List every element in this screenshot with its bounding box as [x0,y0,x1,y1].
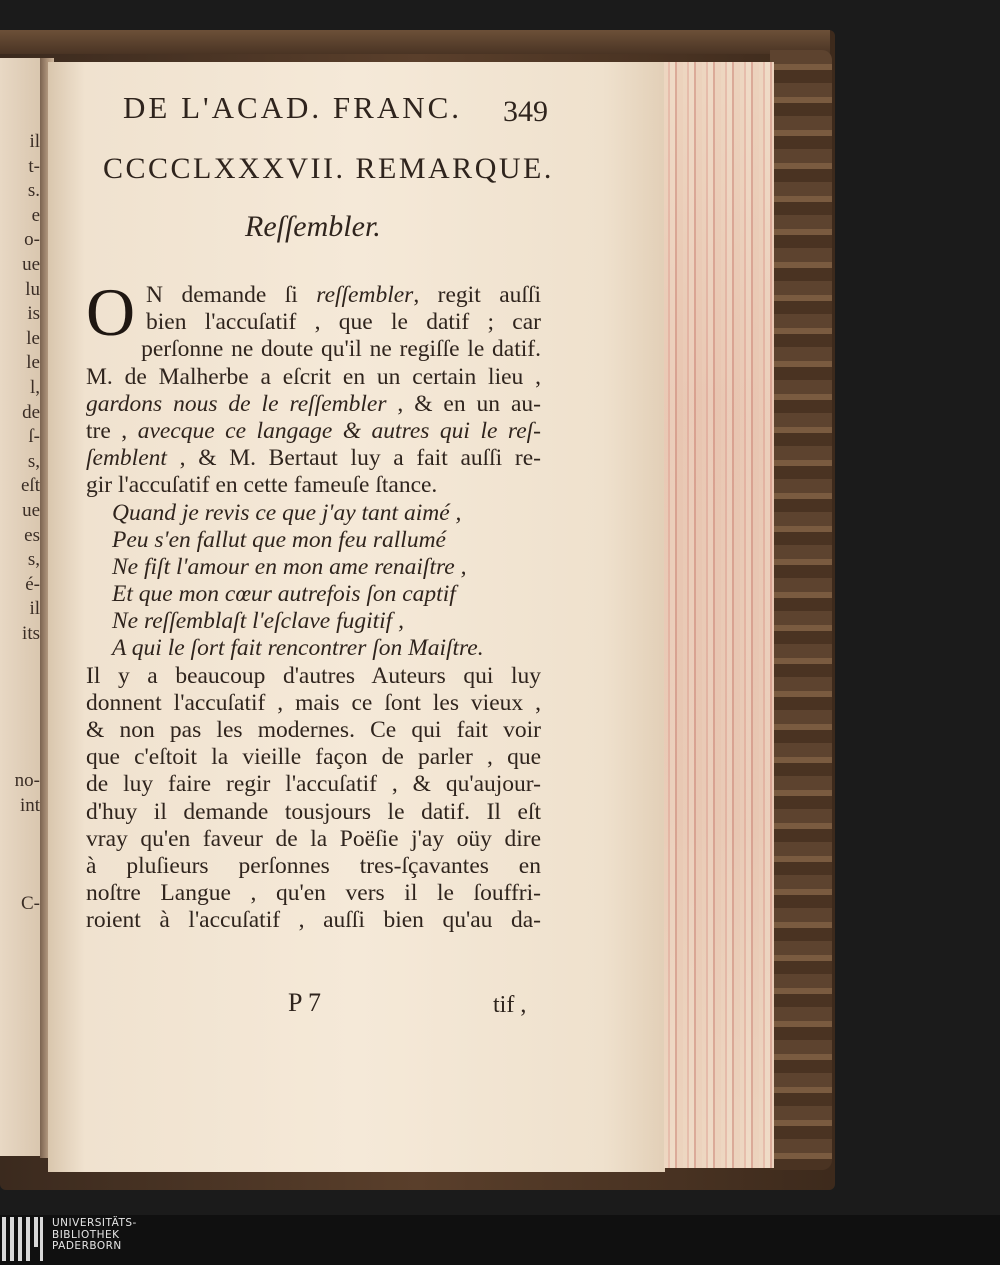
text-line: ſemblent , & M. Bertaut luy a fait auſſi re- [86,445,541,472]
left-fragment: no- [14,770,40,792]
left-fragment: ue [22,499,40,521]
left-fragment: é- [25,573,40,595]
text-line: N demande ſi reſſembler, regit auſſi [146,282,541,308]
text-line: vray qu'en faveur de la Poëſie j'ay oüy dire [86,825,541,852]
remark-title: CCCCLXXXVII. REMARQUE. [103,152,554,185]
text-line: M. de Malherbe a eſcrit en un certain lieu , [86,363,541,390]
left-fragment: es [24,524,40,546]
left-fragment [0,819,40,844]
page-edges [664,62,774,1168]
left-fragment: ue [22,253,40,275]
left-fragment [0,843,40,868]
left-page-fragments [0,130,40,917]
left-fragment [0,646,40,671]
left-fragment: de [22,401,40,423]
book-right-board [770,50,832,1170]
text-line: d'huy il demande tousjours le datif. Il eſt [86,798,541,825]
left-fragment: o- [24,229,40,251]
left-fragment [0,671,40,696]
left-fragment: il [29,131,40,152]
left-fragment: eſt [21,475,40,497]
signature-mark: P 7 [288,988,321,1017]
verse-line: Peu s'en fallut que mon feu rallumé [112,526,446,553]
library-logo-icon [2,1217,46,1261]
left-fragment [0,696,40,721]
left-fragment: lu [25,278,40,300]
text-line: bien l'accuſatif , que le datif ; car [146,309,541,336]
left-fragment: l, [29,376,40,398]
left-fragment [0,720,40,745]
text-line: & non pas les modernes. Ce qui fait voir [86,717,541,743]
logo-line: BIBLIOTHEK [52,1228,120,1241]
logo-line: UNIVERSITÄTS- [52,1217,137,1229]
text-line: gir l'accuſatif en cette fameuſe ſtance. [86,472,438,499]
left-fragment [0,745,40,770]
logo-line: PADERBORN [52,1240,122,1252]
left-fragment: s, [27,549,40,571]
left-fragment: its [22,622,40,644]
left-fragment: e [31,204,40,226]
drop-cap: O [86,274,136,350]
verse-line: Ne fiſt l'amour en mon ame renaiſtre , [112,553,467,580]
left-fragment: le [26,352,40,374]
text-line: perſonne ne doute qu'il ne regiſſe le datif. [141,336,541,363]
text-line: que c'eſtoit la vieille façon de parler , que [86,744,541,771]
text-line: de luy faire regir l'accuſatif , & qu'aujour- [86,771,541,798]
footer-bar [0,1215,1000,1265]
verse-line: Quand je revis ce que j'ay tant aimé , [112,499,462,526]
text-line: donnent l'accuſatif , mais ce ſont les vieux , [86,689,541,716]
left-fragment: s. [27,180,40,202]
left-fragment: le [26,327,40,349]
left-fragment: ſ- [28,426,40,448]
text-line: tre , avecque ce langage & autres qui le reſ- [86,417,541,444]
text-line: roient à l'accuſatif , auſſi bien qu'au da- [86,907,541,934]
catchword: tif , [493,992,527,1018]
word-title: Reſſembler. [245,210,381,243]
library-logo-text [52,1218,137,1253]
left-fragment: t- [28,155,40,177]
left-fragment: il [29,598,40,620]
left-fragment: s, [27,450,40,472]
left-fragment: is [27,303,40,325]
left-fragment: C- [21,893,40,915]
verse-line: A qui le ſort fait rencontrer ſon Maiſtre. [112,635,484,662]
verse-line: Et que mon cœur autrefois ſon captif [112,581,456,608]
left-fragment: int [19,795,40,817]
running-head: DE L'ACAD. FRANC. [123,90,463,125]
text-line: Il y a beaucoup d'autres Auteurs qui luy [86,662,541,689]
page-number: 349 [503,95,548,128]
text-line: noſtre Langue , qu'en vers il le ſouffri- [86,880,541,907]
text-line: à pluſieurs perſonnes tres-ſçavantes en [86,852,541,879]
body-text [86,274,541,935]
left-fragment [0,868,40,893]
text-line: gardons nous de le reſſembler , & en un au- [86,390,541,417]
verse-line: Ne reſſemblaſt l'eſclave fugitif , [112,608,404,635]
book-headcap [0,30,830,54]
